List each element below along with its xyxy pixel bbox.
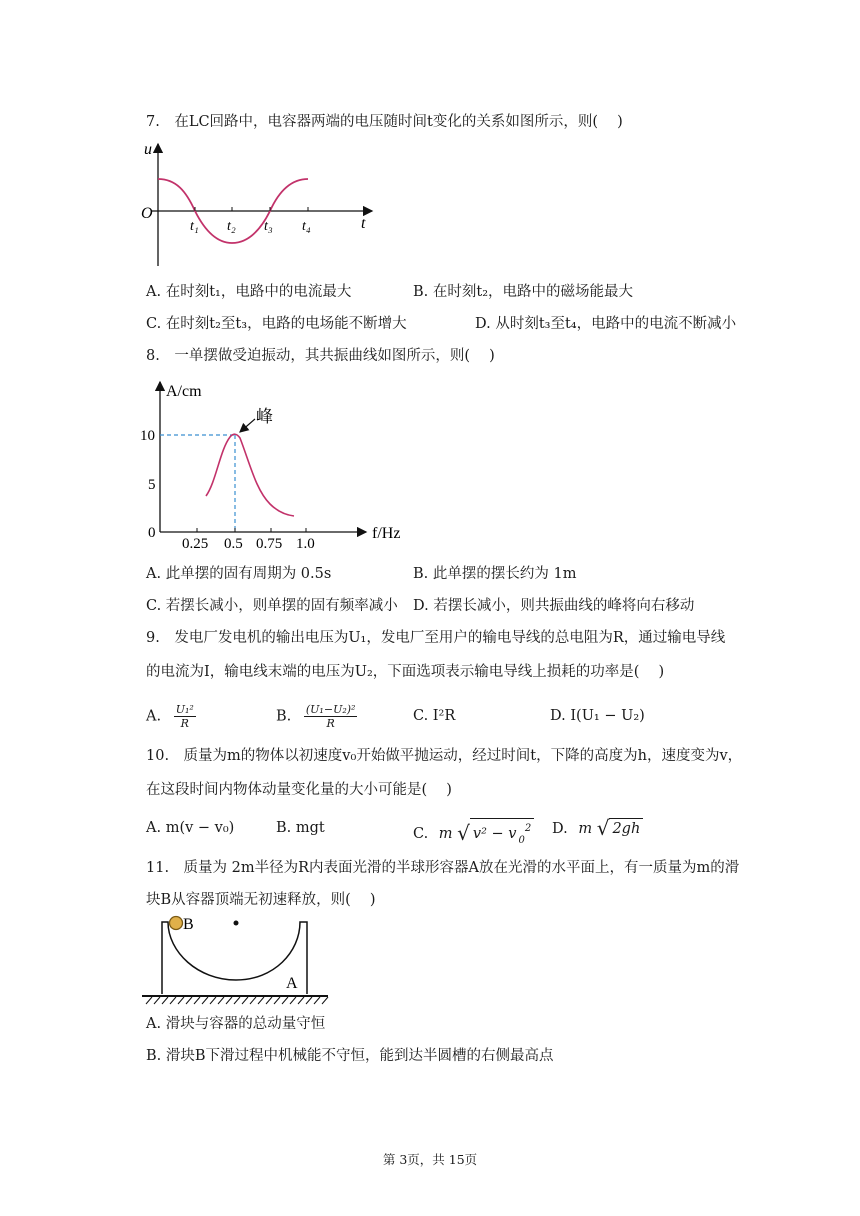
q11-stem-line1: 11. 质量为 2m半径为R内表面光滑的半球形容器A放在光滑的水平面上，有一质量为m的滑 [146, 860, 740, 876]
q9-option-c[interactable]: C. I²R [413, 708, 456, 724]
q7-stem: 7. 在LC回路中，电容器两端的电压随时间t变化的关系如图所示，则( ) [146, 114, 623, 130]
q9-option-b-numerator: (U₁−U₂)² [305, 703, 356, 716]
q7-t4-label: t₄ [302, 219, 311, 234]
q8-xlabel: f/Hz [372, 525, 401, 542]
q8-peak-arrow [240, 419, 255, 432]
q9-option-a-fraction [174, 703, 196, 730]
q11-ground-hatch [146, 997, 328, 1004]
q10-option-c-radical-icon: √ [457, 821, 470, 845]
q10-option-d[interactable] [552, 818, 643, 839]
q8-option-a[interactable]: A. 此单摆的固有周期为 0.5s [146, 566, 332, 582]
q8-ytick-10: 10 [140, 428, 155, 444]
q10-option-c-radicand-text: v² − v [472, 826, 517, 842]
q8-option-b[interactable]: B. 此单摆的摆长约为 1m [413, 566, 577, 582]
q10-option-b[interactable]: B. mgt [276, 820, 325, 836]
q7-t2-label: t₂ [227, 219, 236, 234]
q10-stem-line2: 在这段时间内物体动量变化量的大小可能是( ) [146, 782, 452, 798]
q9-stem-line2: 的电流为I，输电线末端的电压为U₂，下面选项表示输电导线上损耗的功率是( ) [146, 664, 665, 680]
q7-option-a[interactable]: A. 在时刻t₁，电路中的电流最大 [146, 284, 352, 300]
q9-option-b-denominator: R [326, 717, 335, 730]
q8-resonance-curve [206, 434, 294, 516]
q8-xtick-025: 0.25 [182, 536, 209, 552]
q8-resonance-curve-graph [138, 374, 428, 552]
q7-t-label: t [361, 215, 366, 232]
q10-option-c-subscript: 0 [518, 835, 525, 846]
q8-ylabel: A/cm [166, 383, 202, 400]
q9-option-a-denominator: R [180, 717, 189, 730]
q11-label-a: A [286, 975, 298, 992]
q8-peak-label: 峰 [256, 407, 273, 427]
q7-t1-label: t₁ [190, 219, 199, 234]
q11-center-dot [234, 921, 239, 926]
q10-option-d-label: D. [552, 821, 568, 837]
q7-origin-label: O [141, 205, 153, 222]
q8-ytick-5: 5 [148, 477, 156, 493]
q8-option-d[interactable]: D. 若摆长减小，则共振曲线的峰将向右移动 [413, 598, 695, 614]
q7-option-d[interactable]: D. 从时刻t₃至t₄，电路中的电流不断减小 [475, 316, 737, 332]
q10-option-c[interactable] [413, 818, 534, 851]
q8-ytick-0: 0 [148, 525, 156, 541]
q10-option-d-m: m [578, 821, 593, 837]
q7-lc-voltage-graph [138, 138, 378, 270]
q8-option-c[interactable]: C. 若摆长减小，则单摆的固有频率减小 [146, 598, 398, 614]
q10-option-d-radicand: 2gh [609, 818, 643, 839]
q7-option-c[interactable]: C. 在时刻t₂至t₃，电路的电场能不断增大 [146, 316, 407, 332]
q7-u-label: u [144, 141, 152, 158]
q8-stem: 8. 一单摆做受迫振动，其共振曲线如图所示，则( ) [146, 348, 495, 364]
q11-stem-line2: 块B从容器顶端无初速释放，则( ) [146, 892, 376, 908]
q7-t3-label: t₃ [264, 219, 273, 234]
q9-option-b-fraction [304, 703, 358, 730]
q7-option-b[interactable]: B. 在时刻t₂，电路中的磁场能最大 [413, 284, 634, 300]
q11-hemisphere-container-figure [140, 912, 330, 1006]
q8-xtick-10: 1.0 [296, 536, 315, 552]
q9-option-a[interactable] [146, 703, 196, 730]
q11-option-a[interactable]: A. 滑块与容器的总动量守恒 [146, 1016, 326, 1032]
page-footer: 第 3页，共 15页 [382, 1152, 478, 1167]
q9-option-a-label: A. [146, 708, 162, 725]
q9-option-d[interactable]: D. I(U₁ − U₂) [550, 708, 645, 724]
q11-option-b[interactable]: B. 滑块B下滑过程中机械能不守恒，能到达半圆槽的右侧最高点 [146, 1048, 554, 1064]
q8-xtick-075: 0.75 [256, 536, 283, 552]
q10-option-c-label: C. [413, 826, 429, 842]
q10-stem-line1: 10. 质量为m的物体以初速度v₀开始做平抛运动，经过时间t，下降的高度为h，速度变为v， [146, 748, 743, 764]
q8-xtick-05: 0.5 [224, 536, 243, 552]
q11-slider-ball [170, 917, 183, 930]
q9-stem-line1: 9. 发电厂发电机的输出电压为U₁，发电厂至用户的输电导线的总电阻为R，通过输电导线 [146, 630, 726, 646]
q10-option-c-m: m [438, 826, 453, 842]
q10-option-a[interactable]: A. m(v − v₀) [146, 820, 235, 836]
q11-label-b: B [183, 916, 194, 933]
q9-option-a-numerator: U₁² [175, 703, 194, 716]
q9-option-b-label: B. [276, 708, 292, 725]
q10-option-c-superscript: 2 [524, 823, 532, 834]
q10-option-d-radical-icon: √ [596, 816, 610, 840]
q9-option-b[interactable] [276, 703, 357, 730]
q10-option-c-radicand [470, 818, 534, 851]
